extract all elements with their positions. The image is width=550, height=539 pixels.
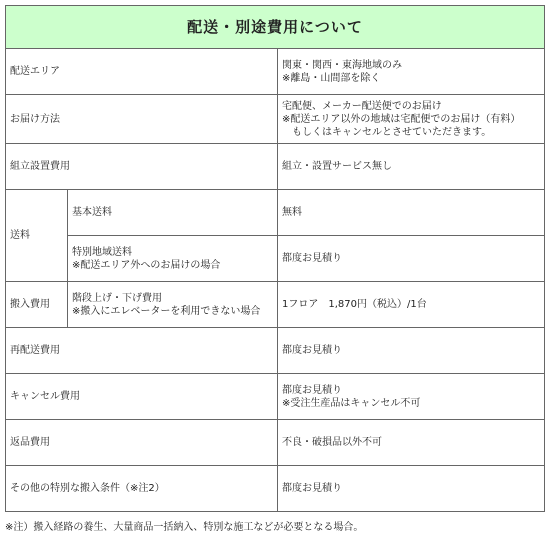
- sub-label-line: ※搬入にエレベーターを利用できない場合: [72, 305, 261, 317]
- row-value-special-conditions: 都度お見積り: [278, 466, 545, 512]
- row-special-conditions: [6, 466, 545, 512]
- row-label-shipping: 送料: [6, 190, 68, 282]
- row-label-redelivery: 再配送費用: [6, 328, 278, 374]
- value-line: 関東・関西・東海地域のみ: [282, 59, 402, 71]
- row-redelivery: [6, 328, 545, 374]
- row-value-redelivery: 都度お見積り: [278, 328, 545, 374]
- row-value-delivery-method: [278, 95, 545, 144]
- row-label-delivery-area: 配送エリア: [6, 49, 278, 95]
- value-line: ※受注生産品はキャンセル不可: [282, 397, 421, 409]
- sub-label-line: ※配送エリア外へのお届けの場合: [72, 259, 221, 271]
- row-label-assembly: 組立設置費用: [6, 144, 278, 190]
- row-label-returns: 返品費用: [6, 420, 278, 466]
- sub-label-line: 特別地域送料: [72, 246, 132, 258]
- row-value-assembly: 組立・設置サービス無し: [278, 144, 545, 190]
- sub-label-carry-in: [68, 282, 278, 328]
- row-label-special-conditions: その他の特別な搬入条件（※注2）: [6, 466, 278, 512]
- value-line: もしくはキャンセルとさせていただきます。: [292, 126, 492, 138]
- sub-label-special-shipping: [68, 236, 278, 282]
- row-assembly: [6, 144, 545, 190]
- shipping-fees-table: [5, 5, 545, 512]
- row-returns: [6, 420, 545, 466]
- row-value-basic-shipping: 無料: [278, 190, 545, 236]
- row-value-delivery-area: [278, 49, 545, 95]
- row-delivery-method: [6, 95, 545, 144]
- row-delivery-area: [6, 49, 545, 95]
- row-value-returns: 不良・破損品以外不可: [278, 420, 545, 466]
- row-value-carry-in: 1フロア 1,870円（税込）/1台: [278, 282, 545, 328]
- row-label-carry-in: 搬入費用: [6, 282, 68, 328]
- row-label-cancel: キャンセル費用: [6, 374, 278, 420]
- sub-label-basic-shipping: 基本送料: [68, 190, 278, 236]
- row-cancel: [6, 374, 545, 420]
- row-shipping-basic: [6, 190, 545, 236]
- shipping-fees-table-container: [5, 5, 544, 512]
- row-shipping-special: [6, 236, 545, 282]
- sub-label-line: 階段上げ・下げ費用: [72, 292, 162, 304]
- table-title: 配送・別途費用について: [6, 6, 545, 49]
- value-line: 宅配便、メーカー配送便でのお届け: [282, 100, 442, 112]
- value-line: ※離島・山間部を除く: [282, 72, 381, 84]
- table-title-row: [6, 6, 545, 49]
- row-value-special-shipping: 都度お見積り: [278, 236, 545, 282]
- row-value-cancel: [278, 374, 545, 420]
- value-line: ※配送エリア以外の地域は宅配便でのお届け（有料）: [282, 113, 521, 125]
- row-label-delivery-method: お届け方法: [6, 95, 278, 144]
- value-line: 都度お見積り: [282, 384, 342, 396]
- footnote: ※注）搬入経路の養生、大量商品一括納入、特別な施工などが必要となる場合。: [5, 522, 364, 533]
- row-carry-in: [6, 282, 545, 328]
